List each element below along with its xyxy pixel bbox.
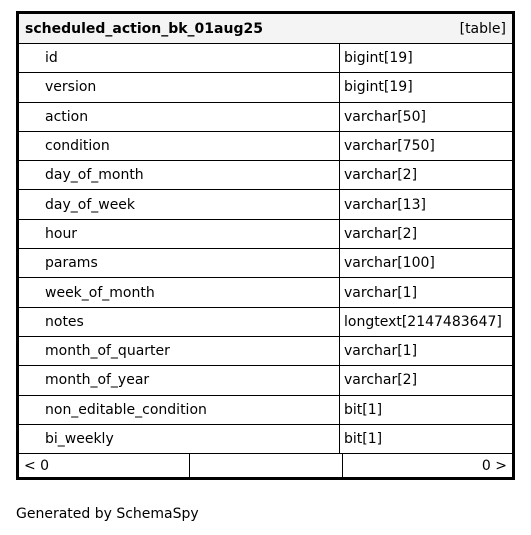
column-name: condition [19,132,340,160]
column-type: bigint[19] [344,50,413,67]
column-name: bi_weekly [19,425,340,453]
column-name: hour [19,220,340,248]
column-row [19,44,512,73]
column-type: varchar[13] [344,196,426,213]
column-row [19,337,512,366]
column-row [19,73,512,102]
column-row [19,103,512,132]
column-name: action [19,103,340,131]
generated-by-text: Generated by SchemaSpy [16,506,199,522]
column-type: bit[1] [344,401,383,418]
column-name: id [19,44,340,72]
column-type: varchar[2] [344,225,418,242]
column-row [19,278,512,307]
column-row [19,249,512,278]
column-name: day_of_week [19,190,340,218]
column-type: bit[1] [344,431,383,447]
column-row [19,161,512,190]
column-row [19,220,512,249]
table-name: scheduled_action_bk_01aug25 [25,20,263,37]
column-name: week_of_month [19,278,340,306]
column-name: version [19,73,340,101]
table-type-label: [table] [459,20,506,37]
column-type: varchar[750] [344,138,435,155]
column-row [19,132,512,161]
column-type: varchar[1] [344,343,418,360]
column-name: params [19,249,340,277]
footer-spacer [190,454,343,477]
column-name: month_of_quarter [19,337,340,365]
parents-count: < 0 [19,454,190,477]
children-count: 0 > [481,457,507,474]
table-node [16,11,515,480]
column-type: bigint[19] [344,79,413,96]
column-name: notes [19,308,340,336]
table-header [19,14,512,44]
column-row [19,366,512,395]
column-row [19,190,512,219]
column-type: varchar[100] [344,255,435,272]
column-name: month_of_year [19,366,340,394]
column-name: day_of_month [19,161,340,189]
column-type: longtext[2147483647] [344,313,502,330]
table-footer [19,454,512,477]
column-row [19,396,512,425]
column-type: varchar[50] [344,108,426,125]
column-row [19,425,512,454]
column-type: varchar[2] [344,372,418,389]
column-type: varchar[2] [344,167,418,184]
column-name: non_editable_condition [19,396,340,424]
column-row [19,308,512,337]
column-type: varchar[1] [344,284,418,301]
